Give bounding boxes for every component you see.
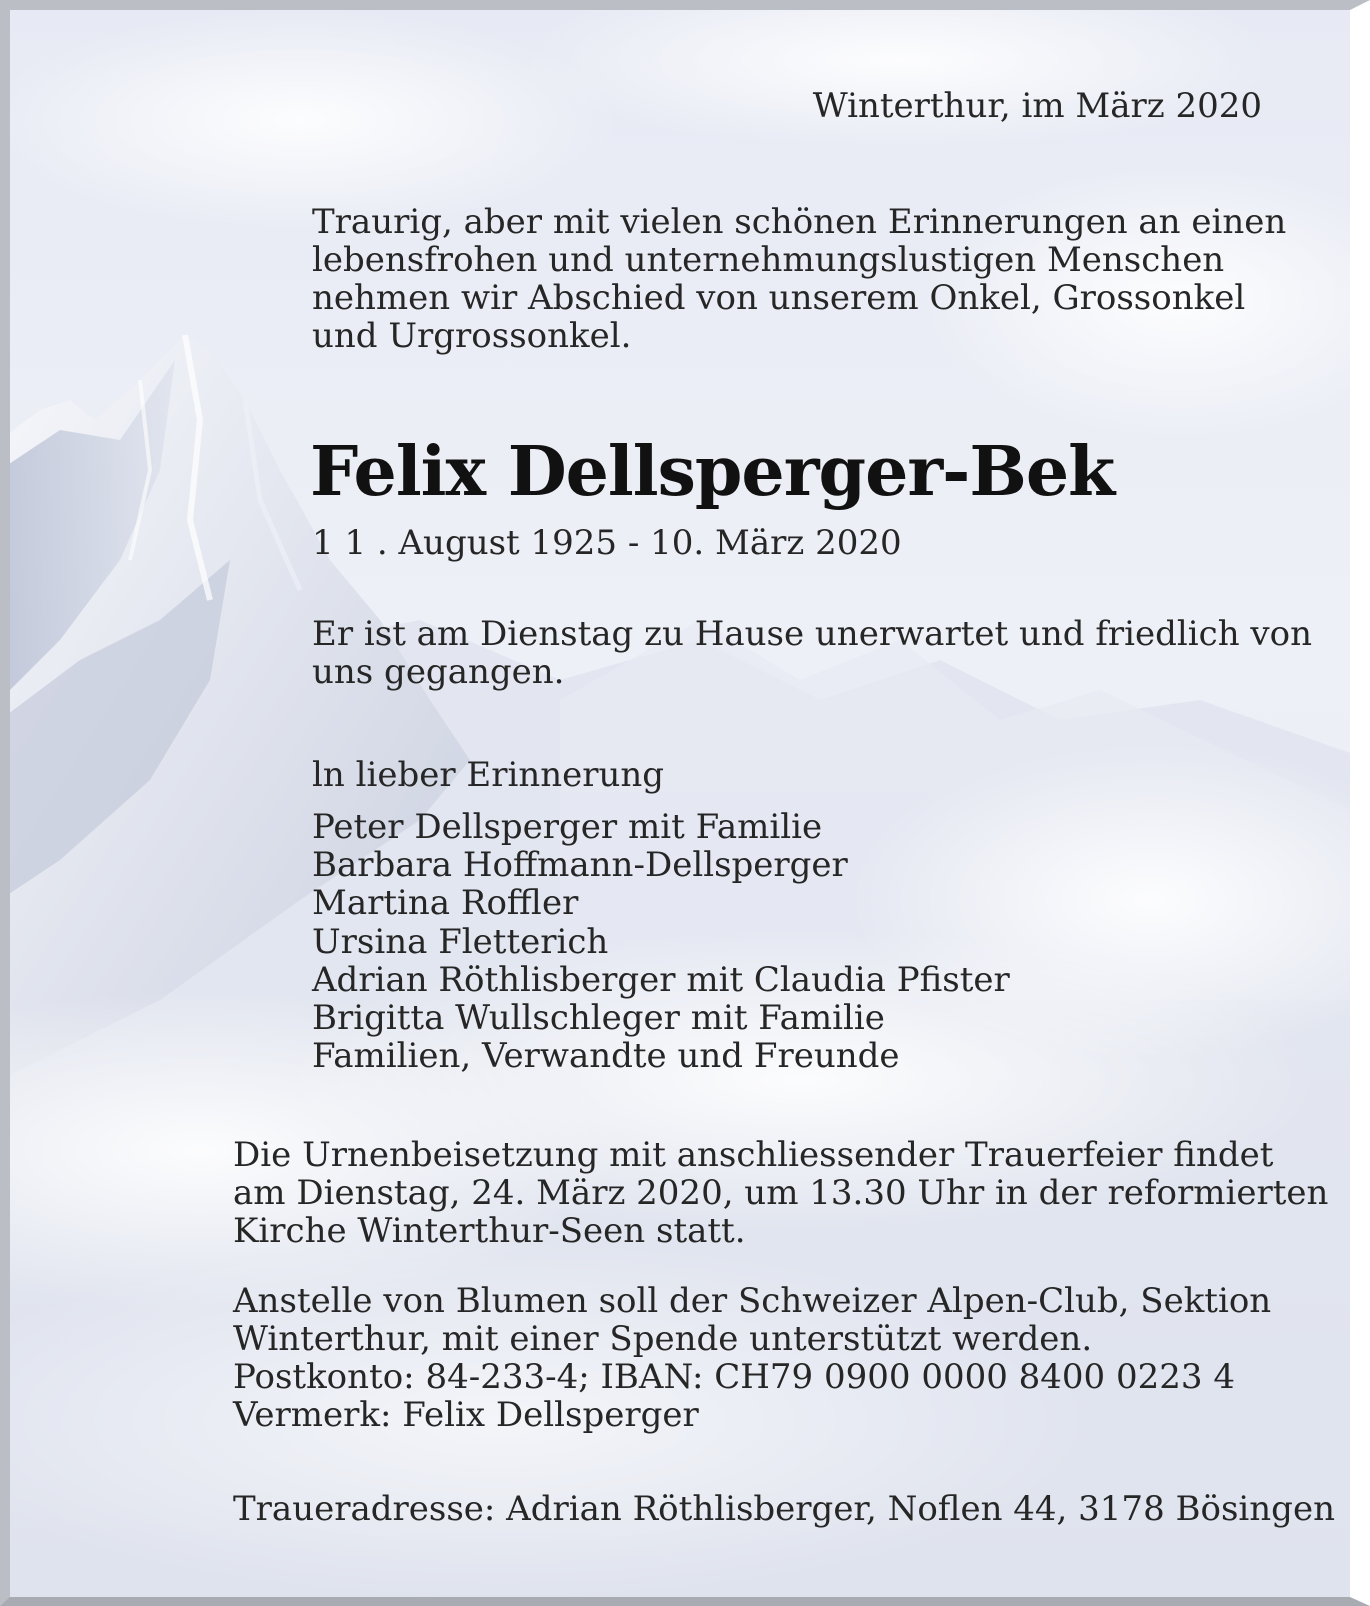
intro-line: lebensfrohen und unternehmungslustigen Menschen [312, 240, 1225, 280]
passing-line: Er ist am Dienstag zu Hause unerwartet und friedlich von [312, 614, 1312, 654]
donation-line: Anstelle von Blumen soll der Schweizer Alpen-Club, Sektion [233, 1281, 1272, 1321]
mourner-item: Peter Dellsperger mit Familie [312, 807, 823, 847]
place-date: Winterthur, im März 2020 [812, 86, 1262, 126]
donation-info [233, 1282, 1271, 1434]
intro-line: und Urgrossonkel. [312, 316, 632, 356]
ceremony-info [233, 1136, 1328, 1250]
mourner-item: Martina Roffler [312, 883, 579, 924]
mourner-item: Brigitta Wullschleger mit Familie [312, 998, 885, 1039]
passing-note [312, 615, 1312, 691]
mourner-item: Familien, Verwandte und Freunde [312, 1036, 900, 1077]
mourner-item: Barbara Hoffmann-Dellsperger [312, 845, 848, 886]
ceremony-line: am Dienstag, 24. März 2020, um 13.30 Uhr in der reformierten [233, 1173, 1329, 1213]
intro-line: Traurig, aber mit vielen schönen Erinnerungen an einen [312, 202, 1287, 242]
donation-line: Vermerk: Felix Dellsperger [233, 1395, 699, 1435]
mourner-item: Adrian Röthlisberger mit Claudia Pfister [312, 959, 1010, 1000]
intro-text [312, 203, 1286, 355]
life-dates: 1 1 . August 1925 - 10. März 2020 [312, 523, 902, 563]
donation-line: Postkonto: 84-233-4; IBAN: CH79 0900 0000 8400 0223 4 [233, 1357, 1235, 1397]
ceremony-line: Die Urnenbeisetzung mit anschliessender Trauerfeier findet [233, 1135, 1274, 1175]
mourning-address: Traueradresse: Adrian Röthlisberger, Noflen 44, 3178 Bösingen [233, 1489, 1335, 1529]
donation-line: Winterthur, mit einer Spende unterstützt werden. [233, 1319, 1093, 1359]
passing-line: uns gegangen. [312, 652, 565, 692]
intro-line: nehmen wir Abschied von unserem Onkel, Grossonkel [312, 278, 1246, 318]
mourners-list [312, 808, 1010, 1075]
deceased-name: Felix Dellsperger-Bek [310, 432, 1115, 512]
ceremony-line: Kirche Winterthur-Seen statt. [233, 1211, 746, 1251]
mourner-item: Ursina Fletterich [312, 921, 609, 962]
memory-heading: ln lieber Erinnerung [312, 755, 665, 795]
